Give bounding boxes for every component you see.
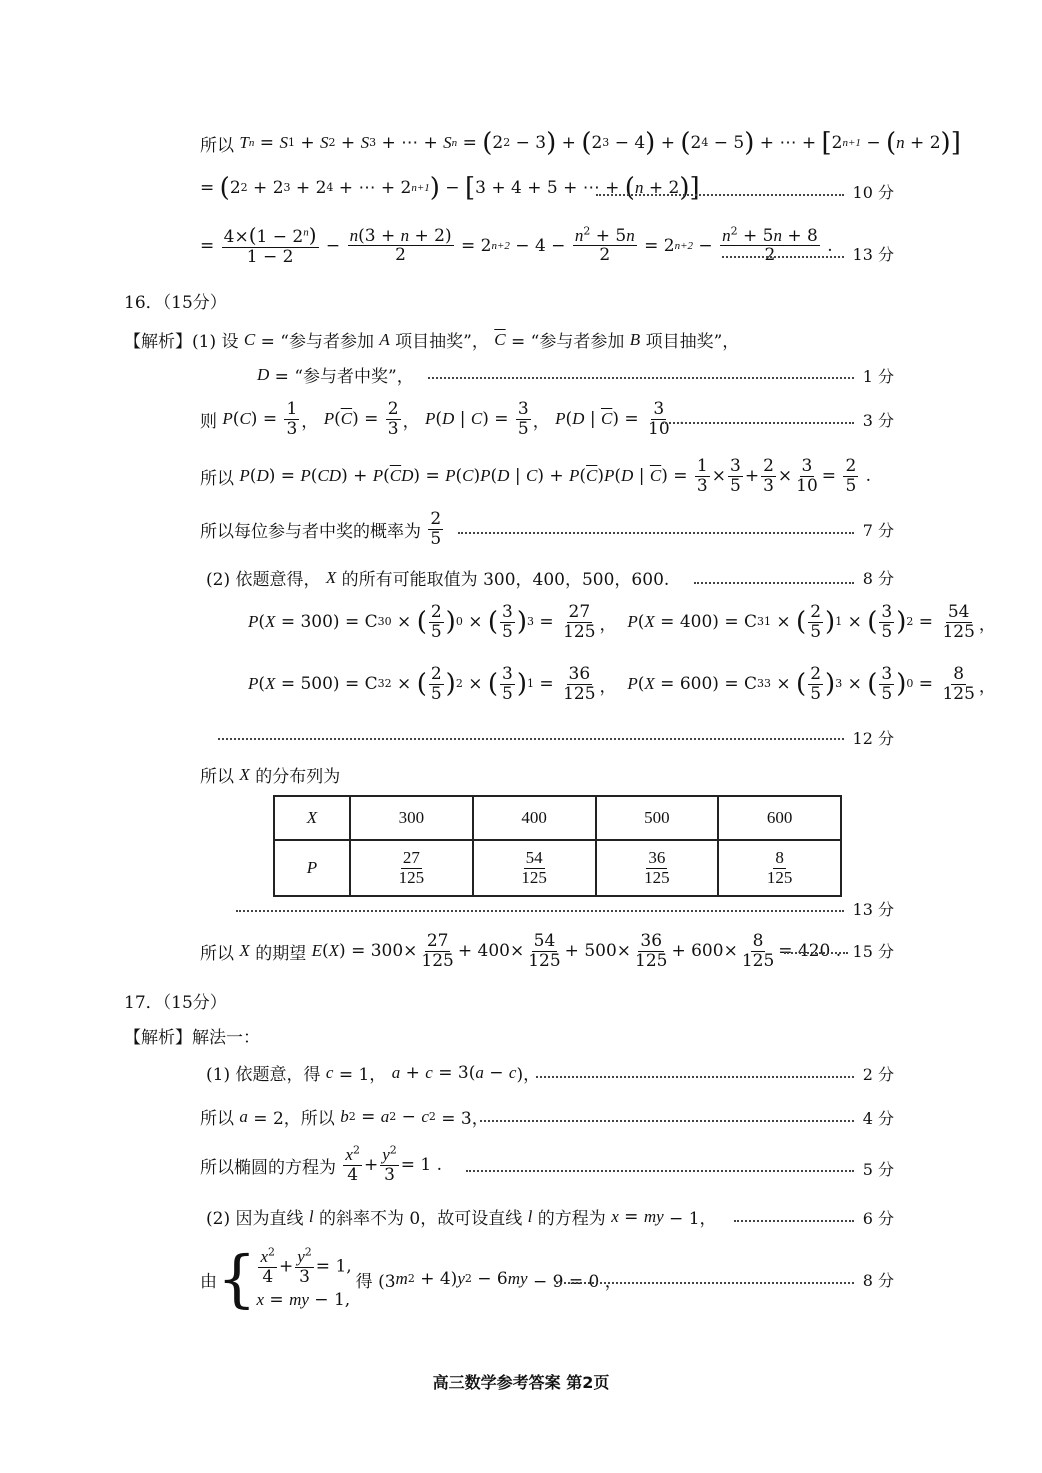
score-label: 6 分 xyxy=(862,1209,894,1228)
q17-solution-tag: 【解析】解法一： xyxy=(124,1028,260,1048)
dot-leader xyxy=(236,910,844,912)
q16-prob-300-400: P ( X = 300) = C 3 0 × ( $\frac{2}{5}$ ) 0 × ( $\frac{3}{5}$ ) 3 = $\frac{27}{125}$ ， P ( X = 400) = C 3 1 × ( $\frac{2}{5}$ ) 1 × ( $\frac{3}{5}$ ) 2 = $\frac{54}{125}$ ， xyxy=(248,602,996,642)
q16-part1-definition: 【解析】 (1) 设 C = “参与者参加 A 项目抽奖”， $\overline{C}$ = “参与者参加 B 项目抽奖”， xyxy=(124,329,740,352)
score-label: 8 分 xyxy=(862,1271,894,1290)
table-header-cell: 400 xyxy=(473,796,596,840)
q17-solve-ab: 所以 a = 2，所以 b 2 = a 2 − c 2 = 3， xyxy=(200,1106,489,1129)
q16-probabilities: 则 P ( C ) = $\frac{1}{3}$ ， P ( $\overline{C}$ ) = $\frac{2}{3}$ ， P ( D | C ) = $\frac{3}{5}$ ， P ( D | $\overline{C}$ ) = $\frac{3}{10}$ . xyxy=(200,399,685,439)
dot-leader xyxy=(428,377,854,379)
score-label: 15 分 xyxy=(852,942,894,961)
score-label: 4 分 xyxy=(862,1109,894,1128)
score-label: 13 分 xyxy=(852,900,894,919)
dot-leader xyxy=(596,194,844,196)
score-label: 8 分 xyxy=(862,569,894,588)
eq-line-tn: 所以 T n = S 1 + S 2 + S 3 + ⋯ + S n = ( 2 2 − 3 ) + ( 2 3 − 4 ) + ( 2 4 − 5 ) + ⋯ + [ 2 n+1 − ( n + 2 ) ] xyxy=(200,128,961,158)
eq-line-sum: = ( 2 2 + 2 3 + 2 4 + ⋯ + 2 n+1 ) − [ 3 + 4 + 5 + ⋯ + ( n + 2 ) ] xyxy=(200,173,700,203)
score-label: 10 分 xyxy=(852,183,894,202)
dot-leader xyxy=(722,256,844,258)
table-row-label: P xyxy=(274,840,350,896)
q16-distribution-intro: 所以 X 的分布列为 xyxy=(200,764,341,787)
score-label: 2 分 xyxy=(862,1065,894,1084)
score-label: 1 分 xyxy=(862,367,894,386)
table-cell: $\frac{8}{125}$ xyxy=(718,840,841,896)
table-cell: $\frac{54}{125}$ xyxy=(473,840,596,896)
question-17-header: 17．（15分） xyxy=(124,993,227,1013)
score-label: 13 分 xyxy=(852,245,894,264)
dot-leader xyxy=(662,422,854,424)
dot-leader xyxy=(734,1220,854,1222)
dot-leader xyxy=(556,1282,854,1284)
q17-ellipse-equation: 所以椭圆的方程为 $\frac{x^2}{4}$ + $\frac{y^2}{3}$ = 1 . xyxy=(200,1143,443,1185)
dot-leader xyxy=(536,1076,854,1078)
q17-part1-given: (1) 依题意，得 c = 1， a + c = 3( a − c )， xyxy=(206,1062,541,1085)
table-header-cell: 500 xyxy=(596,796,719,840)
q16-expectation: 所以 X 的期望 E ( X ) = 300× $\frac{27}{125}$ + 400× $\frac{54}{125}$ + 500× $\frac{36}{125}$ + 600× $\frac{8}{125}$ = 420 . xyxy=(200,931,842,971)
score-label: 7 分 xyxy=(862,521,894,540)
table-row xyxy=(274,796,841,840)
dot-leader xyxy=(466,1170,854,1172)
distribution-table xyxy=(273,795,842,897)
q16-part2-values: (2) 依题意得， X 的所有可能取值为 300，400，500，600. xyxy=(206,567,670,590)
q16-define-d: D = “参与者中奖”， xyxy=(257,364,414,387)
q17-part2-line: (2) 因为直线 l 的斜率不为 0，故可设直线 l 的方程为 x = my − 1， xyxy=(206,1206,717,1229)
q16-total-probability: 所以 P ( D ) = P ( CD ) + P ( $\overline{C}$ D ) = P ( C ) P ( D | C ) + P ( $\overline{C}$ ) P ( D | $\overline{C}$ ) = $\frac{1}{3}$ × $\frac{3}{5}$ + $\frac{2}{3}$ × $\frac{3}{10}$ = $\frac{2}{5}$ . xyxy=(200,456,872,496)
q17-system: 由 { $\frac{x^2}{4}$ + $\frac{y^2}{3}$ = 1, x = my − 1, 得 (3 m 2 + 4) y 2 − 6 my − 9 = 0 ， xyxy=(200,1242,622,1316)
dot-leader xyxy=(480,1120,854,1122)
score-label: 12 分 xyxy=(852,729,894,748)
table-cell: $\frac{27}{125}$ xyxy=(350,840,473,896)
table-header-cell: X xyxy=(274,796,350,840)
table-header-cell: 600 xyxy=(718,796,841,840)
dot-leader xyxy=(458,532,854,534)
dot-leader xyxy=(694,582,854,584)
table-row xyxy=(274,840,841,896)
score-label: 5 分 xyxy=(862,1160,894,1179)
eq-line-result: = $\frac{4\times(1 - 2^n)}{1 - 2}$ − $\frac{n(3 + n + 2)}{2}$ = 2 n+2 − 4 − $\frac{n^2 + 5n}{2}$ = 2 n+2 − $\frac{n^2 + 5n + 8}{2}$ . xyxy=(200,223,833,267)
q16-conclusion-prob: 所以每位参与者中奖的概率为 $\frac{2}{5}$ xyxy=(200,509,442,549)
q16-prob-500-600: P ( X = 500) = C 3 2 × ( $\frac{2}{5}$ ) 2 × ( $\frac{3}{5}$ ) 1 = $\frac{36}{125}$ ， P ( X = 600) = C 3 3 × ( $\frac{2}{5}$ ) 3 × ( $\frac{3}{5}$ ) 0 = $\frac{8}{125}$ ， xyxy=(248,664,996,704)
score-label: 3 分 xyxy=(862,411,894,430)
dot-leader xyxy=(218,738,844,740)
table-header-cell: 300 xyxy=(350,796,473,840)
dot-leader xyxy=(784,952,848,954)
table-cell: $\frac{36}{125}$ xyxy=(596,840,719,896)
question-16-header: 16．（15分） xyxy=(124,293,227,313)
page-footer: 高三数学参考答案 第2页 xyxy=(432,1373,610,1392)
